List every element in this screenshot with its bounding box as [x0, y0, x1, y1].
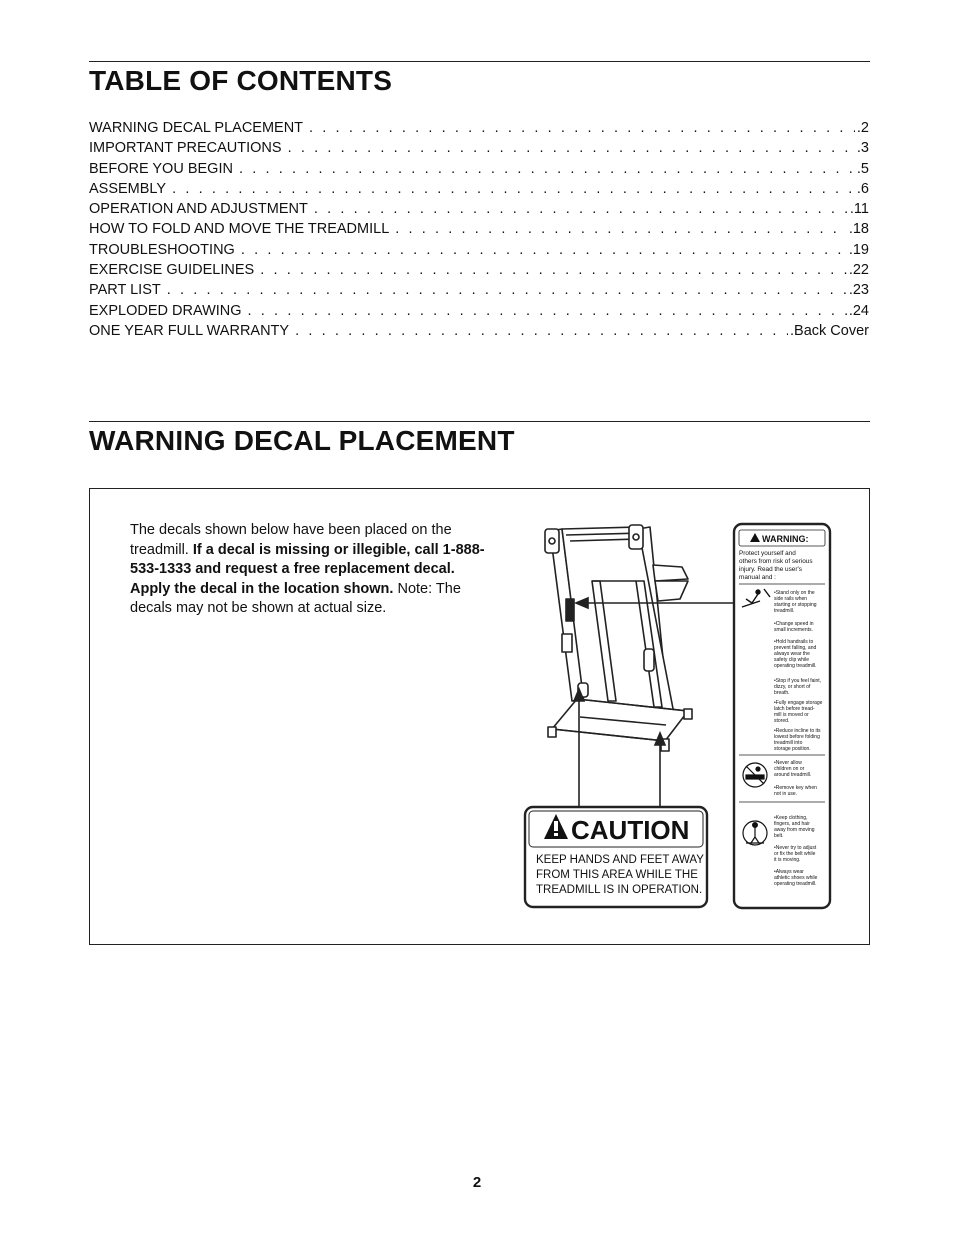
toc-entry-title: BEFORE YOU BEGIN: [89, 160, 233, 177]
warning-intro-line: injury. Read the user's: [739, 566, 802, 573]
decal-intro-bold: If a decal is missing or illegible, call 1-888-533-1333 and request a free replacement decal. Apply the decal in the location shown.: [130, 541, 485, 597]
toc-leader-dots: [295, 323, 788, 339]
svg-text:•Stop if you feel faint,: •Stop if you feel faint,: [774, 678, 822, 684]
svg-text:•Reduce incline to its: •Reduce incline to its: [774, 728, 821, 734]
decal-placement-figure: [90, 489, 869, 944]
toc-entry-page: .19: [848, 241, 869, 258]
svg-text:fingers, and hair: fingers, and hair: [774, 821, 810, 827]
toc-entry[interactable]: [89, 120, 869, 140]
toc-entry-title: IMPORTANT PRECAUTIONS: [89, 140, 282, 157]
toc-entry-title: TROUBLESHOOTING: [89, 241, 235, 258]
treadmill-illustration: [545, 525, 692, 751]
caution-line: TREADMILL IS IN OPERATION.: [536, 884, 703, 896]
toc-entry[interactable]: [89, 161, 869, 181]
svg-text:away from moving: away from moving: [774, 827, 815, 833]
toc-entry-title: ONE YEAR FULL WARRANTY: [89, 322, 290, 339]
toc-entry-page: .23: [848, 282, 869, 299]
no-children-icon: [743, 763, 767, 787]
decal-section-rule: [89, 421, 870, 422]
toc-leader-dots: [239, 161, 855, 177]
toc-entry[interactable]: [89, 282, 869, 302]
toc-entry[interactable]: [89, 201, 869, 221]
moving-belt-icon: [743, 821, 767, 845]
toc-leader-dots: [172, 181, 855, 197]
decal-intro-plain: The decals shown below have been placed on the treadmill.: [130, 522, 452, 558]
svg-text:lowest before folding: lowest before folding: [774, 734, 820, 740]
toc-entry[interactable]: [89, 262, 869, 282]
toc-entry-page: .3: [856, 140, 869, 157]
svg-text:•Stand only on the: •Stand only on the: [774, 590, 815, 596]
decal-section-heading: WARNING DECAL PLACEMENT: [89, 425, 515, 456]
toc-leader-dots: [314, 201, 848, 217]
svg-text:it is moving.: it is moving.: [774, 857, 801, 863]
warning-intro-line: Protect yourself and: [739, 550, 796, 557]
toc-entry-title: PART LIST: [89, 282, 161, 299]
svg-text:•Hold handrails to: •Hold handrails to: [774, 639, 814, 645]
svg-text:•Fully engage storage: •Fully engage storage: [774, 700, 823, 706]
toc-entry-title: EXERCISE GUIDELINES: [89, 262, 255, 279]
svg-text:storage position.: storage position.: [774, 746, 811, 752]
toc-leader-dots: [241, 242, 847, 258]
toc-entry-title: ASSEMBLY: [89, 180, 167, 197]
warning-title: WARNING:: [762, 534, 809, 544]
toc-entry-page: .22: [848, 262, 869, 279]
page-number: 2: [472, 1174, 482, 1191]
svg-text:not in use.: not in use.: [774, 791, 798, 797]
warning-decal: [734, 524, 830, 908]
svg-text:•Keep clothing,: •Keep clothing,: [774, 815, 808, 821]
svg-text:prevent falling, and: prevent falling, and: [774, 645, 817, 651]
toc-entry-page: .24: [848, 302, 869, 319]
svg-text:belt.: belt.: [774, 833, 784, 839]
toc-leader-dots: [395, 221, 847, 237]
toc-entry-title: EXPLODED DRAWING: [89, 302, 242, 319]
caution-line: FROM THIS AREA WHILE THE: [536, 869, 698, 881]
toc-leader-dots: [309, 120, 855, 136]
svg-text:•Always wear: •Always wear: [774, 869, 804, 875]
toc-leader-dots: [167, 282, 847, 298]
caution-decal: [525, 807, 707, 907]
svg-text:side rails when: side rails when: [774, 596, 808, 602]
decal-intro-note: Note: The decals may not be shown at actual size.: [130, 580, 461, 616]
svg-text:or fix the belt while: or fix the belt while: [774, 851, 816, 857]
toc-list: [89, 120, 869, 343]
warning-intro-line: manual and :: [739, 574, 776, 581]
svg-text:stored.: stored.: [774, 718, 790, 724]
svg-text:treadmill into: treadmill into: [774, 740, 803, 746]
caution-line: KEEP HANDS AND FEET AWAY: [536, 854, 704, 866]
svg-text:breath.: breath.: [774, 690, 790, 696]
toc-leader-dots: [248, 303, 847, 319]
svg-text:treadmill.: treadmill.: [774, 608, 795, 614]
svg-text:operating treadmill.: operating treadmill.: [774, 881, 817, 887]
svg-text:around treadmill.: around treadmill.: [774, 772, 812, 778]
svg-text:dizzy, or short of: dizzy, or short of: [774, 684, 811, 690]
toc-leader-dots: [260, 262, 847, 278]
svg-text:mill is moved or: mill is moved or: [774, 712, 809, 718]
svg-text:safety clip while: safety clip while: [774, 657, 810, 663]
svg-text:small increments.: small increments.: [774, 627, 813, 633]
toc-entry[interactable]: [89, 140, 869, 160]
svg-text:•Remove key when: •Remove key when: [774, 785, 817, 791]
toc-entry[interactable]: [89, 181, 869, 201]
svg-text:•Never allow: •Never allow: [774, 760, 802, 766]
toc-entry-page: .18: [848, 221, 869, 238]
toc-entry[interactable]: [89, 221, 869, 241]
decal-placement-box: [89, 488, 870, 945]
svg-text:starting or stopping: starting or stopping: [774, 602, 817, 608]
toc-heading: TABLE OF CONTENTS: [89, 65, 393, 96]
svg-text:always wear the: always wear the: [774, 651, 810, 657]
toc-entry[interactable]: [89, 303, 869, 323]
caution-title: CAUTION: [571, 815, 690, 845]
toc-leader-dots: [288, 140, 855, 156]
svg-text:children on or: children on or: [774, 766, 805, 772]
toc-entry[interactable]: [89, 323, 869, 343]
toc-entry[interactable]: [89, 242, 869, 262]
toc-entry-page: .6: [856, 180, 869, 197]
svg-text:latch before tread-: latch before tread-: [774, 706, 815, 712]
svg-text:athletic shoes while: athletic shoes while: [774, 875, 818, 881]
warning-intro-line: others from risk of serious: [739, 558, 813, 565]
toc-entry-title: HOW TO FOLD AND MOVE THE TREADMILL: [89, 221, 390, 238]
svg-text:•Never try to adjust: •Never try to adjust: [774, 845, 817, 851]
toc-entry-page: .11: [849, 201, 869, 218]
toc-entry-title: OPERATION AND ADJUSTMENT: [89, 201, 308, 218]
toc-entry-page: .5: [856, 160, 869, 177]
svg-text:•Change speed in: •Change speed in: [774, 621, 814, 627]
toc-entry-page: .Back Cover: [790, 322, 869, 339]
toc-top-rule: [89, 61, 870, 62]
svg-text:operating treadmill.: operating treadmill.: [774, 663, 817, 669]
toc-entry-title: WARNING DECAL PLACEMENT: [89, 120, 304, 136]
toc-entry-page: .2: [856, 120, 869, 136]
